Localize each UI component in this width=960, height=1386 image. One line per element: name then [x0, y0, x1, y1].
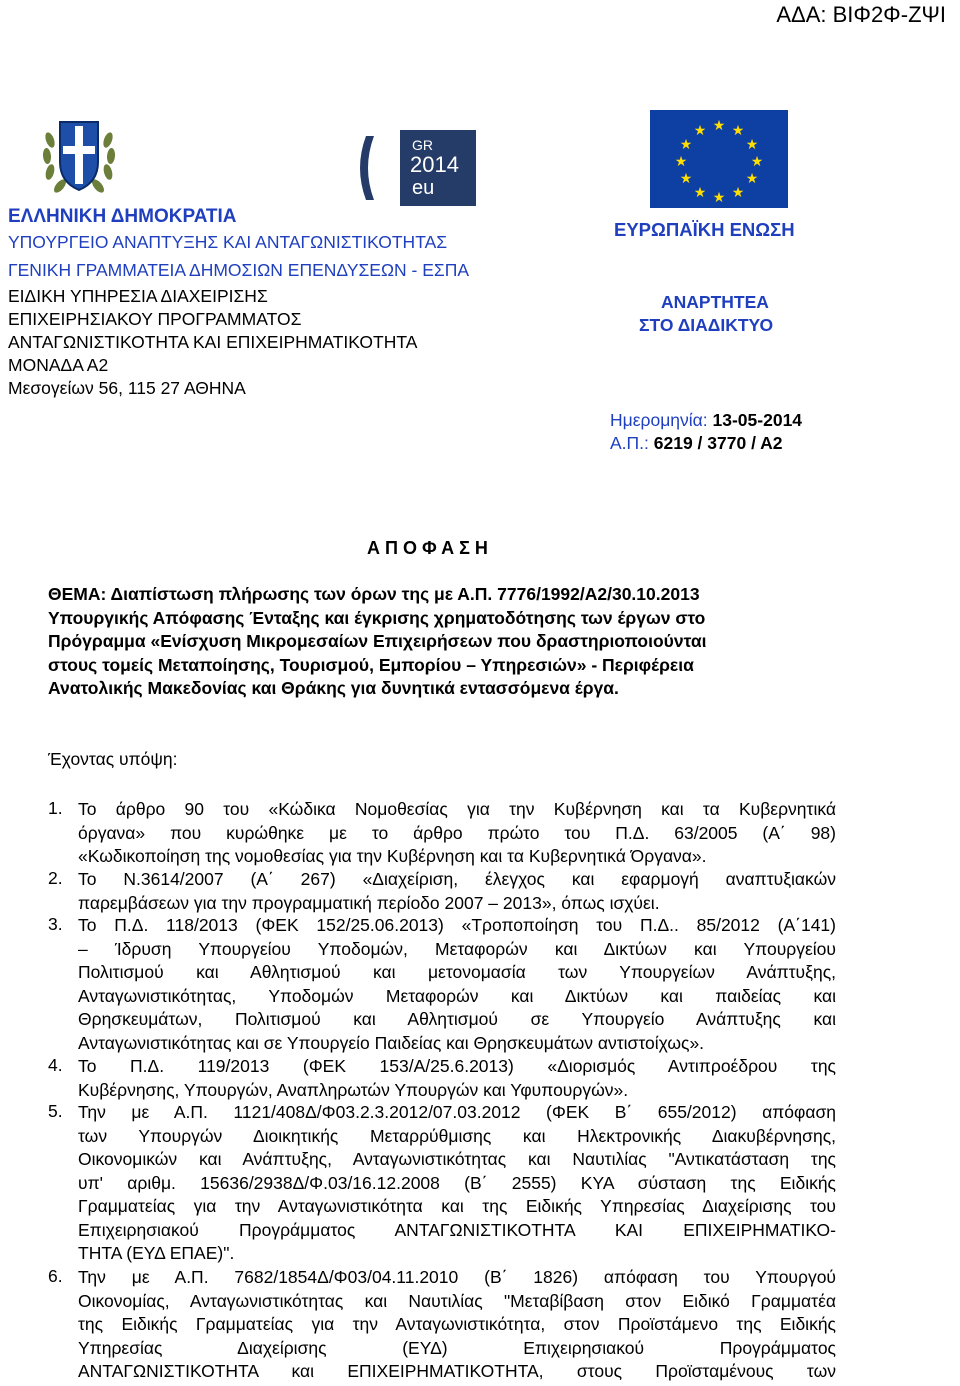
item-line: Κυβέρνησης, Υπουργών, Αναπληρωτών Υπουργών και Υφυπουργών».	[78, 1079, 629, 1100]
having-regard-heading: Έχοντας υπόψη:	[48, 749, 178, 769]
protocol-number	[610, 432, 783, 454]
item-line: Ανταγωνιστικότητας, Υποδομών Μεταφορών και Δικτύων και παιδείας και	[78, 985, 836, 1006]
svg-text:★: ★	[679, 171, 693, 187]
item-line: Πολιτισμού και Αθλητισμού και μετονομασία των Υπουργείων Ανάπτυξης,	[78, 962, 836, 982]
svg-text:★: ★	[674, 154, 688, 170]
date-value: 13-05-2014	[712, 410, 803, 430]
greek-coat-of-arms-logo	[38, 110, 120, 202]
item-number: 3.	[48, 914, 63, 934]
document-date	[610, 409, 802, 431]
item-line: της Ειδικής Γραμματείας για την Ανταγωνιστικότητα, στον Προϊστάμενο της Ειδικής	[78, 1314, 836, 1334]
org-line-4: ΜΟΝΑΔΑ Α2	[8, 355, 109, 375]
svg-text:★: ★	[693, 185, 707, 201]
secretariat-name: ΓΕΝΙΚΗ ΓΡΑΜΜΑΤΕΙΑ ΔΗΜΟΣΙΩΝ ΕΠΕΝΔΥΣΕΩΝ - ΕΣΠΑ	[8, 260, 470, 280]
item-line: ΤΗΤΑ (ΕΥΔ ΕΠΑΕ)".	[78, 1243, 235, 1263]
svg-text:★: ★	[731, 185, 745, 201]
item-text	[78, 1055, 836, 1102]
republic-title: ΕΛΛΗΝΙΚΗ ΔΗΜΟΚΡΑΤΙΑ	[8, 206, 237, 227]
item-line: Υπηρεσίας Διαχείρισης (ΕΥΔ) Επιχειρησιακού Προγράμματος	[78, 1337, 836, 1358]
item-number: 5.	[48, 1101, 63, 1121]
ref-label: Α.Π.:	[610, 433, 654, 453]
item-line: των Υπουργών Διοικητικής Μεταρρύθμισης και Ηλεκτρονικής Διακυβέρνησης,	[78, 1125, 836, 1146]
item-text	[78, 798, 836, 869]
item-text	[78, 914, 836, 1055]
item-text	[78, 1266, 836, 1384]
svg-text:★: ★	[712, 190, 726, 206]
svg-text:★: ★	[693, 123, 707, 139]
item-number: 4.	[48, 1055, 63, 1075]
item-line: Το Ν.3614/2007 (Α΄ 267) «Διαχείριση, έλεγχος και εφαρμογή αναπτυξιακών	[78, 869, 836, 889]
svg-text:★: ★	[731, 123, 745, 139]
item-number: 1.	[48, 798, 63, 818]
item-line: παρεμβάσεων για την προγραμματική περίοδο 2007 – 2013», όπως ισχύει.	[78, 892, 660, 913]
svg-text:★: ★	[712, 118, 726, 134]
subject-block	[48, 583, 838, 701]
ref-value: 6219 / 3770 / Α2	[653, 433, 783, 453]
svg-text:2014: 2014	[410, 152, 459, 177]
item-line: Την με Α.Π. 7682/1854Δ/Φ03/04.11.2010 (Β΄ 1826) απόφαση του Υπουργού	[78, 1267, 836, 1287]
subject-line: ΘΕΜΑ: Διαπίστωση πλήρωσης των όρων της με Α.Π. 7776/1992/Α2/30.10.2013	[48, 584, 700, 604]
item-line: «Κωδικοποίηση της νομοθεσίας για την Κυβέρνηση και τα Κυβερνητικά Όργανα».	[78, 846, 707, 866]
item-number: 2.	[48, 868, 63, 888]
date-label: Ημερομηνία:	[610, 410, 713, 430]
org-line-2: ΕΠΙΧΕΙΡΗΣΙΑΚΟΥ ΠΡΟΓΡΑΜΜΑΤΟΣ	[8, 309, 302, 329]
ministry-name: ΥΠΟΥΡΓΕΙΟ ΑΝΑΠΤΥΞΗΣ ΚΑΙ ΑΝΤΑΓΩΝΙΣΤΙΚΟΤΗΤΑΣ	[8, 232, 448, 252]
item-line: Το άρθρο 90 του «Κώδικα Νομοθεσίας για την Κυβέρνηση και τα Κυβερνητικά	[78, 799, 836, 819]
publish-online-line-1: ΑΝΑΡΤΗΤΕΑ	[661, 292, 769, 312]
ada-watermark: ΑΔΑ: ΒΙΦ2Φ-ΖΨΙ	[776, 2, 946, 27]
org-line-3: ΑΝΤΑΓΩΝΙΣΤΙΚΟΤΗΤΑ ΚΑΙ ΕΠΙΧΕΙΡΗΜΑΤΙΚΟΤΗΤΑ	[8, 332, 418, 352]
item-line: Οικονομικών και Ανάπτυξης, Ανταγωνιστικότητας και Ναυτιλίας "Αντικατάσταση της	[78, 1149, 836, 1169]
item-line: υπ' αριθμ. 15636/2938Δ/Φ.03/16.12.2008 (Β΄ 2555) ΚΥΑ σύσταση της Ειδικής	[78, 1172, 836, 1193]
item-line: ΑΝΤΑΓΩΝΙΣΤΙΚΟΤΗΤΑ και ΕΠΙΧΕΙΡΗΜΑΤΙΚΟΤΗΤΑ, στους Προϊσταμένους των	[78, 1361, 836, 1381]
svg-text:GR: GR	[412, 137, 433, 153]
item-number: 6.	[48, 1266, 63, 1286]
item-line: Γραμματείας για την Ανταγωνιστικότητα και της Ειδικής Υπηρεσίας Διαχείρισης του	[78, 1196, 836, 1216]
svg-text:★: ★	[745, 171, 759, 187]
item-line: Οικονομίας, Ανταγωνιστικότητας και Ναυτιλίας "Μεταβίβαση στον Ειδικό Γραμματέα	[78, 1290, 836, 1311]
publish-online-line-2: ΣΤΟ ΔΙΑΔΙΚΤΥΟ	[639, 315, 774, 335]
item-text	[78, 868, 836, 915]
item-line: Επιχειρησιακού Προγράμματος ΑΝΤΑΓΩΝΙΣΤΙΚΟΤΗΤΑ ΚΑΙ ΕΠΙΧΕΙΡΗΜΑΤΙΚΟ-	[78, 1219, 836, 1240]
item-line: όργανα» που κυρώθηκε με το άρθρο πρώτο του Π.Δ. 63/2005 (Α΄ 98)	[78, 822, 836, 843]
decision-title: Α Π Ο Φ Α Σ Η	[367, 538, 488, 558]
espa-logo	[346, 128, 478, 208]
item-line: Την με Α.Π. 1121/408Δ/Φ03.2.3.2012/07.03.2012 (ΦΕΚ Β΄ 655/2012) απόφαση	[78, 1102, 836, 1122]
svg-text:★: ★	[679, 137, 693, 153]
item-line: Ανταγωνιστικότητας και σε Υπουργείο Παιδείας και Θρησκευμάτων αντιστοίχως».	[78, 1032, 705, 1053]
svg-text:★: ★	[745, 137, 759, 153]
org-line-1: ΕΙΔΙΚΗ ΥΠΗΡΕΣΙΑ ΔΙΑΧΕΙΡΙΣΗΣ	[8, 286, 268, 306]
european-union-label: ΕΥΡΩΠΑΪΚΗ ΕΝΩΣΗ	[614, 219, 795, 240]
svg-text:★: ★	[750, 154, 764, 170]
eu-flag-logo	[650, 110, 788, 208]
item-line: Θρησκευμάτων, Πολιτισμού και Αθλητισμού σε Υπουργείο Ανάπτυξης και	[78, 1009, 836, 1029]
item-line: Το Π.Δ. 118/2013 (ΦΕΚ 152/25.06.2013) «Τροποποίηση του Π.Δ.. 85/2012 (Α΄141)	[78, 915, 836, 935]
svg-text:eu: eu	[412, 177, 435, 199]
item-line: Το Π.Δ. 119/2013 (ΦΕΚ 153/Α/25.6.2013) «Διορισμός Αντιπροέδρου της	[78, 1056, 836, 1076]
item-line: – Ίδρυση Υπουργείου Υποδομών, Μεταφορών και Δικτύων και Υπουργείου	[78, 938, 836, 959]
item-text	[78, 1101, 836, 1266]
subject-line: Πρόγραμμα «Ενίσχυση Μικρομεσαίων Επιχειρήσεων που δραστηριοποιούνται	[48, 631, 707, 652]
subject-line: στους τομείς Μεταποίησης, Τουρισμού, Εμπορίου – Υπηρεσιών» - Περιφέρεια	[48, 654, 694, 675]
subject-line: Υπουργικής Απόφασης Ένταξης και έγκρισης χρηματοδότησης των έργων στο	[48, 607, 706, 628]
org-address: Μεσογείων 56, 115 27 ΑΘΗΝΑ	[8, 378, 246, 398]
subject-line: Ανατολικής Μακεδονίας και Θράκης για δυνητικά εντασσόμενα έργα.	[48, 678, 619, 699]
